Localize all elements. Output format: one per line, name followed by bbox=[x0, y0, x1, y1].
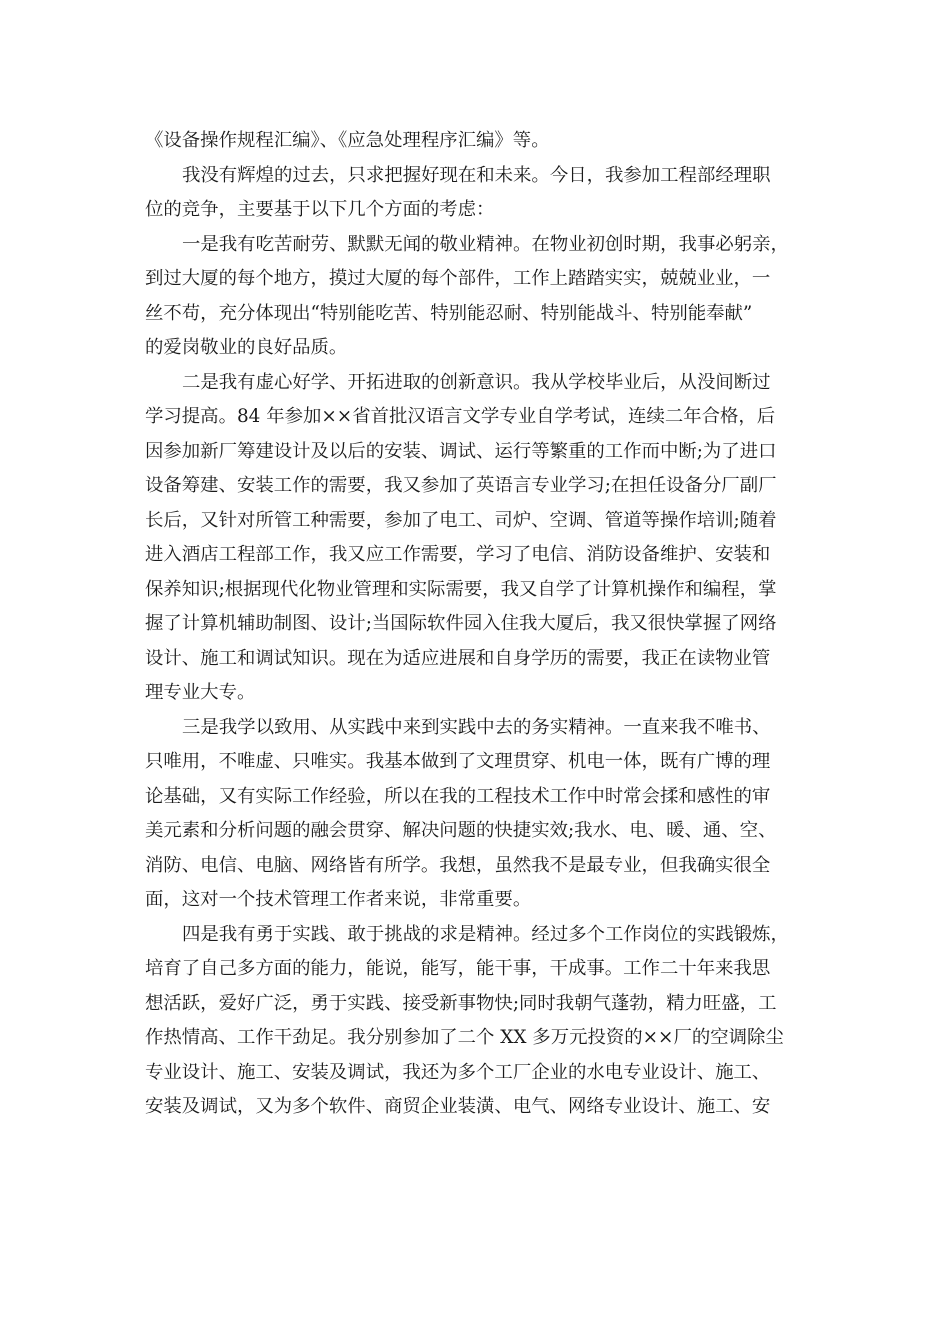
text-line: 学习提高。84 年参加××省首批汉语言文学专业自学考试，连续二年合格，后 bbox=[145, 406, 776, 427]
text-line: 安装及调试，又为多个软件、商贸企业装潢、电气、网络专业设计、施工、安 bbox=[145, 1096, 771, 1117]
document-body bbox=[145, 124, 810, 1125]
text-line: 三是我学以致用、从实践中来到实践中去的务实精神。一直来我不唯书、 bbox=[182, 716, 771, 738]
text-line: 保养知识;根据现代化物业管理和实际需要，我又自学了计算机操作和编程，掌 bbox=[145, 578, 777, 600]
text-line: 设备筹建、安装工作的需要，我又参加了英语言专业学习;在担任设备分厂副厂 bbox=[145, 475, 777, 496]
text-line: 丝不苟，充分体现出“特别能吃苦、特别能忍耐、特别能战斗、特别能奉献” bbox=[145, 302, 753, 324]
text-line: 位的竞争，主要基于以下几个方面的考虑： bbox=[145, 199, 495, 220]
text-line: 理专业大专。 bbox=[145, 682, 256, 703]
text-line: 《设备操作规程汇编》、《应急处理程序汇编》等。 bbox=[145, 130, 550, 151]
text-line: 作热情高、工作干劲足。我分别参加了二个 XX 多万元投资的××厂的空调除尘 bbox=[145, 1027, 784, 1048]
text-line: 握了计算机辅助制图、设计;当国际软件园入住我大厦后，我又很快掌握了网络 bbox=[145, 613, 777, 634]
text-line: 设计、施工和调试知识。现在为适应进展和自身学历的需要，我正在读物业管 bbox=[145, 647, 771, 669]
text-line: 长后，又针对所管工种需要，参加了电工、司炉、空调、管道等操作培训;随着 bbox=[145, 509, 777, 531]
text-line: 专业设计、施工、安装及调试，我还为多个工厂企业的水电专业设计、施工、 bbox=[145, 1061, 771, 1083]
text-line: 想活跃，爱好广泛，勇于实践、接受新事物快;同时我朝气蓬勃，精力旺盛，工 bbox=[145, 992, 777, 1014]
text-line: 面，这对一个技术管理工作者来说，非常重要。 bbox=[145, 889, 532, 910]
text-line: 美元素和分析问题的融会贯穿、解决问题的快捷实效;我水、电、暖、通、空、 bbox=[145, 820, 777, 841]
text-line: 四是我有勇于实践、敢于挑战的求是精神。经过多个工作岗位的实践锻炼， bbox=[182, 923, 789, 945]
text-line: 二是我有虚心好学、开拓进取的创新意识。我从学校毕业后，从没间断过 bbox=[182, 371, 771, 393]
text-line: 一是我有吃苦耐劳、默默无闻的敬业精神。在物业初创时期，我事必躬亲， bbox=[182, 233, 789, 255]
text-line: 培育了自己多方面的能力，能说，能写，能干事，干成事。工作二十年来我思 bbox=[145, 958, 771, 979]
text-line: 进入酒店工程部工作，我又应工作需要，学习了电信、消防设备维护、安装和 bbox=[145, 544, 771, 565]
text-line: 的爱岗敬业的良好品质。 bbox=[145, 337, 348, 358]
text-line: 只唯用，不唯虚、只唯实。我基本做到了文理贯穿、机电一体，既有广博的理 bbox=[145, 751, 771, 772]
text-line: 消防、电信、电脑、网络皆有所学。我想，虽然我不是最专业，但我确实很全 bbox=[145, 854, 771, 876]
text-line: 我没有辉煌的过去，只求把握好现在和未来。今日，我参加工程部经理职 bbox=[182, 164, 771, 186]
text-line: 论基础，又有实际工作经验，所以在我的工程技术工作中时常会揉和感性的审 bbox=[145, 785, 771, 807]
text-line: 到过大厦的每个地方，摸过大厦的每个部件，工作上踏踏实实，兢兢业业，一 bbox=[145, 268, 771, 289]
text-line: 因参加新厂筹建设计及以后的安装、调试、运行等繁重的工作而中断;为了进口 bbox=[145, 440, 777, 462]
